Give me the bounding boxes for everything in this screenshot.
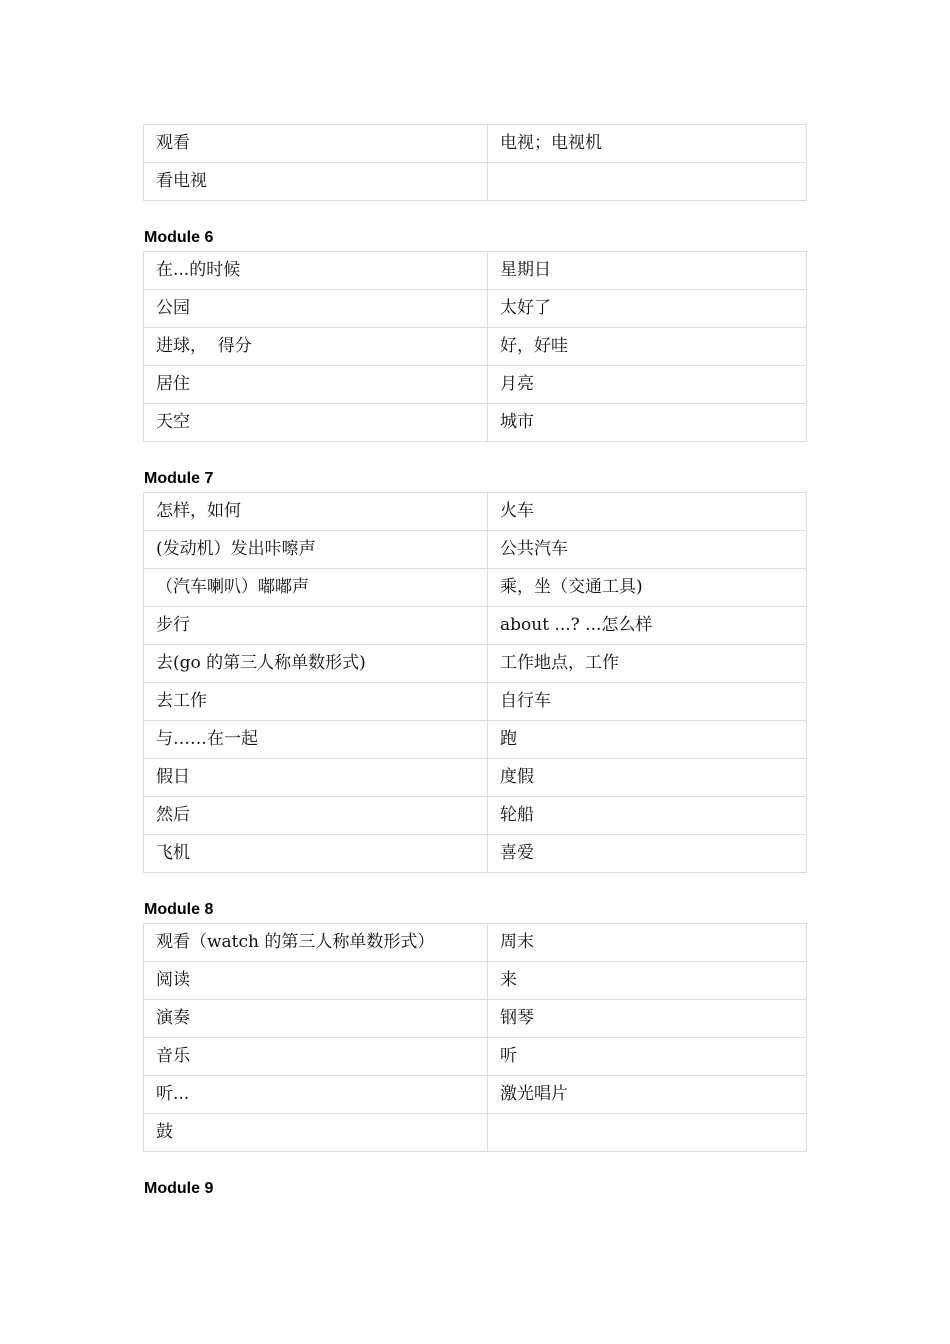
vocab-cell: 飞机 xyxy=(144,835,488,873)
table-row xyxy=(144,683,807,721)
vocab-cell: 假日 xyxy=(144,759,488,797)
table-row xyxy=(144,962,807,1000)
vocab-cell: 在...的时候 xyxy=(144,252,488,290)
vocab-cell: 天空 xyxy=(144,404,488,442)
vocab-cell: 听... xyxy=(144,1076,488,1114)
vocab-cell: 电视；电视机 xyxy=(488,125,807,163)
table-row xyxy=(144,493,807,531)
table-row xyxy=(144,1114,807,1152)
table-row xyxy=(144,1038,807,1076)
vocab-cell: 居住 xyxy=(144,366,488,404)
vocab-cell: 城市 xyxy=(488,404,807,442)
vocab-cell: 然后 xyxy=(144,797,488,835)
table-row xyxy=(144,252,807,290)
vocab-cell: 公共汽车 xyxy=(488,531,807,569)
vocab-cell: 听 xyxy=(488,1038,807,1076)
vocab-cell: 去工作 xyxy=(144,683,488,721)
table-row xyxy=(144,404,807,442)
vocab-cell: about ...? ...怎么样 xyxy=(488,607,807,645)
vocab-cell: 去(go 的第三人称单数形式) xyxy=(144,645,488,683)
vocab-cell: 喜爱 xyxy=(488,835,807,873)
table-row xyxy=(144,290,807,328)
vocab-cell: 观看（watch 的第三人称单数形式） xyxy=(144,924,488,962)
vocab-cell: 公园 xyxy=(144,290,488,328)
vocab-cell: 看电视 xyxy=(144,163,488,201)
module-8-heading: Module 8 xyxy=(144,901,214,918)
vocab-cell: 与……在一起 xyxy=(144,721,488,759)
vocab-table-module-7 xyxy=(143,492,807,873)
vocab-cell xyxy=(488,1114,807,1152)
vocab-cell: 自行车 xyxy=(488,683,807,721)
table-row xyxy=(144,924,807,962)
module-6-heading: Module 6 xyxy=(144,229,214,246)
vocab-cell: (发动机）发出咔嚓声 xyxy=(144,531,488,569)
vocab-cell: 来 xyxy=(488,962,807,1000)
vocab-table-module-8 xyxy=(143,923,807,1152)
vocab-cell: 度假 xyxy=(488,759,807,797)
table-row xyxy=(144,797,807,835)
table-row xyxy=(144,125,807,163)
table-row xyxy=(144,1000,807,1038)
vocab-cell: 好，好哇 xyxy=(488,328,807,366)
table-row xyxy=(144,835,807,873)
vocab-cell: 演奏 xyxy=(144,1000,488,1038)
table-row xyxy=(144,759,807,797)
vocab-cell: 乘，坐（交通工具) xyxy=(488,569,807,607)
vocab-cell: 周末 xyxy=(488,924,807,962)
table-row xyxy=(144,163,807,201)
vocab-cell: 太好了 xyxy=(488,290,807,328)
vocab-cell: 轮船 xyxy=(488,797,807,835)
vocab-cell: 钢琴 xyxy=(488,1000,807,1038)
vocab-cell: （汽车喇叭）嘟嘟声 xyxy=(144,569,488,607)
vocab-cell: 进球， 得分 xyxy=(144,328,488,366)
vocab-cell: 激光唱片 xyxy=(488,1076,807,1114)
vocab-cell: 跑 xyxy=(488,721,807,759)
vocab-cell: 音乐 xyxy=(144,1038,488,1076)
vocab-cell: 月亮 xyxy=(488,366,807,404)
table-row xyxy=(144,531,807,569)
vocab-cell: 工作地点，工作 xyxy=(488,645,807,683)
module-9-heading: Module 9 xyxy=(144,1180,214,1197)
table-row xyxy=(144,366,807,404)
table-row xyxy=(144,721,807,759)
vocab-cell: 阅读 xyxy=(144,962,488,1000)
vocab-cell: 火车 xyxy=(488,493,807,531)
table-row xyxy=(144,569,807,607)
table-row xyxy=(144,607,807,645)
vocab-cell: 观看 xyxy=(144,125,488,163)
table-row xyxy=(144,328,807,366)
vocab-table-continued xyxy=(143,124,807,201)
table-row xyxy=(144,1076,807,1114)
vocab-cell xyxy=(488,163,807,201)
vocab-cell: 星期日 xyxy=(488,252,807,290)
vocabulary-page xyxy=(143,124,807,1199)
module-7-heading: Module 7 xyxy=(144,470,214,487)
vocab-cell: 步行 xyxy=(144,607,488,645)
vocab-cell: 怎样，如何 xyxy=(144,493,488,531)
vocab-table-module-6 xyxy=(143,251,807,442)
table-row xyxy=(144,645,807,683)
vocab-cell: 鼓 xyxy=(144,1114,488,1152)
